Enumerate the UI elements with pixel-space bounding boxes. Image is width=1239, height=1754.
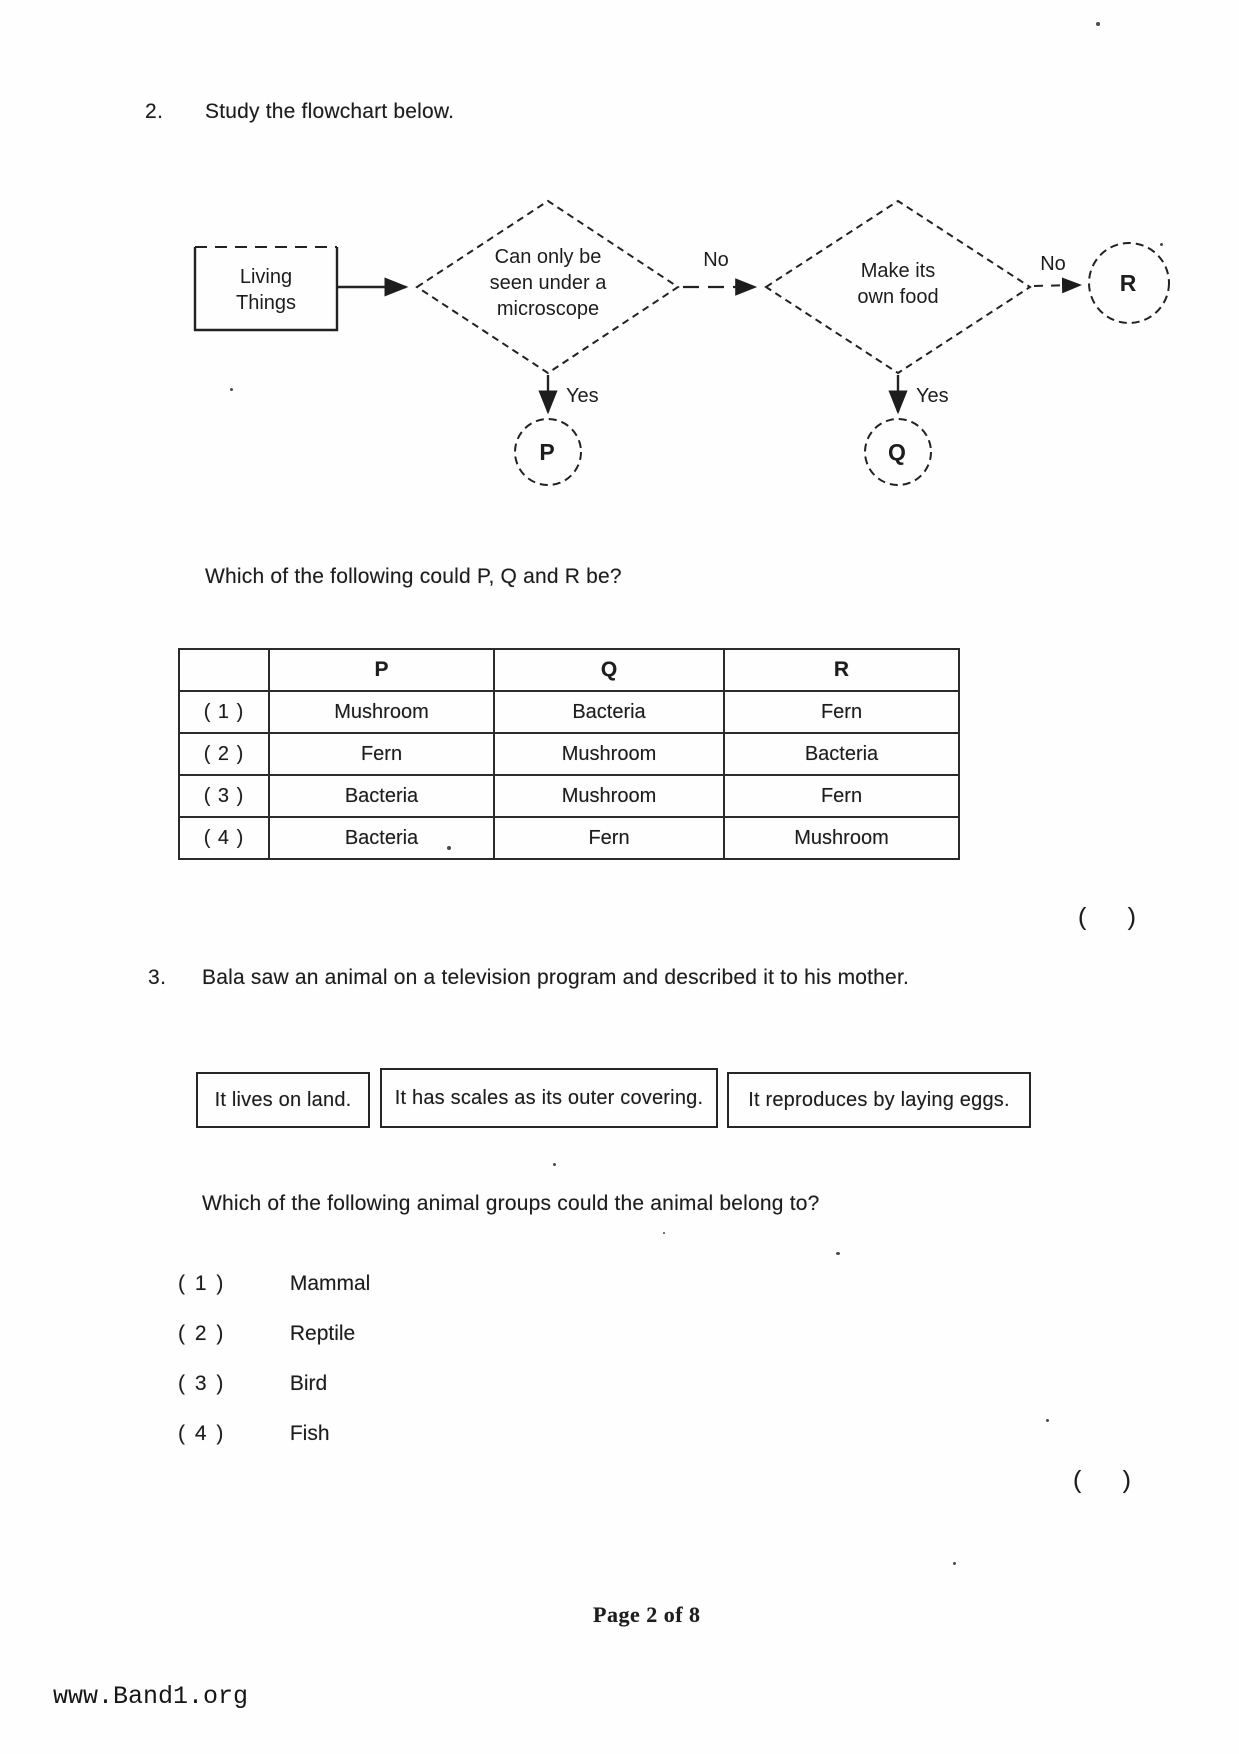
option-row-4 (178, 1422, 330, 1446)
watermark-url: www.Band1.org (53, 1682, 249, 1711)
clue-box-1: It lives on land. (196, 1072, 370, 1128)
decision1-line1: Can only be (494, 246, 602, 268)
bracket-open: ( (1078, 903, 1087, 931)
clue-box-3: It reproduces by laying eggs. (727, 1072, 1031, 1128)
scan-speck (1046, 1419, 1049, 1422)
terminal-p-label: P (539, 439, 555, 465)
bracket-open: ( (1073, 1466, 1082, 1494)
row4-q: Fern (494, 817, 724, 859)
option-row-3 (178, 1372, 327, 1396)
row1-q: Bacteria (494, 691, 724, 733)
options-table (178, 648, 960, 860)
row1-option: ( 1 ) (179, 691, 269, 733)
option1-label: Mammal (289, 1272, 371, 1295)
header-blank (179, 649, 269, 691)
header-p: P (269, 649, 494, 691)
row3-r: Fern (724, 775, 959, 817)
start-node-label-line2: Things (235, 292, 297, 314)
start-node-label-line1: Living (239, 266, 293, 288)
row1-r: Fern (724, 691, 959, 733)
answer-bracket-q2 (1078, 903, 1136, 932)
row3-p: Bacteria (269, 775, 494, 817)
bracket-close: ) (1122, 1466, 1131, 1494)
row2-r: Bacteria (724, 733, 959, 775)
bracket-close: ) (1127, 903, 1136, 931)
q2-number: 2. (145, 100, 164, 123)
option-row-2 (178, 1322, 355, 1346)
scan-speck (663, 1232, 665, 1234)
row2-option: ( 2 ) (179, 733, 269, 775)
q3-prompt: Bala saw an animal on a television program and described it to his mother. (202, 966, 910, 989)
table-header-row (179, 649, 959, 691)
table-row (179, 817, 959, 859)
option4-num: ( 4 ) (178, 1422, 226, 1445)
scan-speck (836, 1252, 840, 1255)
answer-bracket-q3 (1073, 1466, 1131, 1495)
row3-q: Mushroom (494, 775, 724, 817)
row4-option: ( 4 ) (179, 817, 269, 859)
option1-num: ( 1 ) (178, 1272, 226, 1295)
q3-question: Which of the following animal groups could the animal belong to? (202, 1192, 820, 1215)
yes-label-2: Yes (916, 385, 949, 407)
table-row (179, 691, 959, 733)
row2-q: Mushroom (494, 733, 724, 775)
row3-option: ( 3 ) (179, 775, 269, 817)
decision1-line3: microscope (496, 298, 600, 320)
scan-speck (230, 388, 233, 391)
terminal-r-label: R (1119, 270, 1137, 296)
header-q: Q (494, 649, 724, 691)
decision2-line1: Make its (860, 260, 936, 282)
clue-box-2: It has scales as its outer covering. (380, 1068, 718, 1128)
q2-question: Which of the following could P, Q and R be? (205, 565, 622, 588)
option4-label: Fish (289, 1422, 330, 1445)
flowchart (0, 0, 1239, 520)
row4-r: Mushroom (724, 817, 959, 859)
no-label-1: No (703, 249, 729, 271)
scan-speck (447, 846, 451, 850)
page-number-label: Page 2 of 8 (593, 1602, 701, 1627)
table-row (179, 775, 959, 817)
terminal-q-label: Q (888, 439, 906, 465)
row2-p: Fern (269, 733, 494, 775)
header-r: R (724, 649, 959, 691)
yes-label-1: Yes (566, 385, 599, 407)
start-node-box (195, 247, 337, 330)
option3-num: ( 3 ) (178, 1372, 226, 1395)
scan-speck (1160, 243, 1163, 246)
scan-speck (1096, 22, 1100, 26)
q2-prompt: Study the flowchart below. (205, 100, 455, 123)
decision1-line2: seen under a (489, 272, 607, 294)
row4-p: Bacteria (269, 817, 494, 859)
option2-num: ( 2 ) (178, 1322, 226, 1345)
option3-label: Bird (289, 1372, 328, 1395)
decision2-line2: own food (857, 286, 939, 308)
arrow-decision2-to-r (1034, 285, 1080, 286)
q3-number: 3. (148, 966, 167, 989)
option2-label: Reptile (289, 1322, 356, 1345)
row1-p: Mushroom (269, 691, 494, 733)
no-label-2: No (1040, 253, 1066, 275)
option-row-1 (178, 1272, 370, 1296)
scan-speck (553, 1163, 556, 1166)
scan-speck (953, 1562, 956, 1565)
table-row (179, 733, 959, 775)
